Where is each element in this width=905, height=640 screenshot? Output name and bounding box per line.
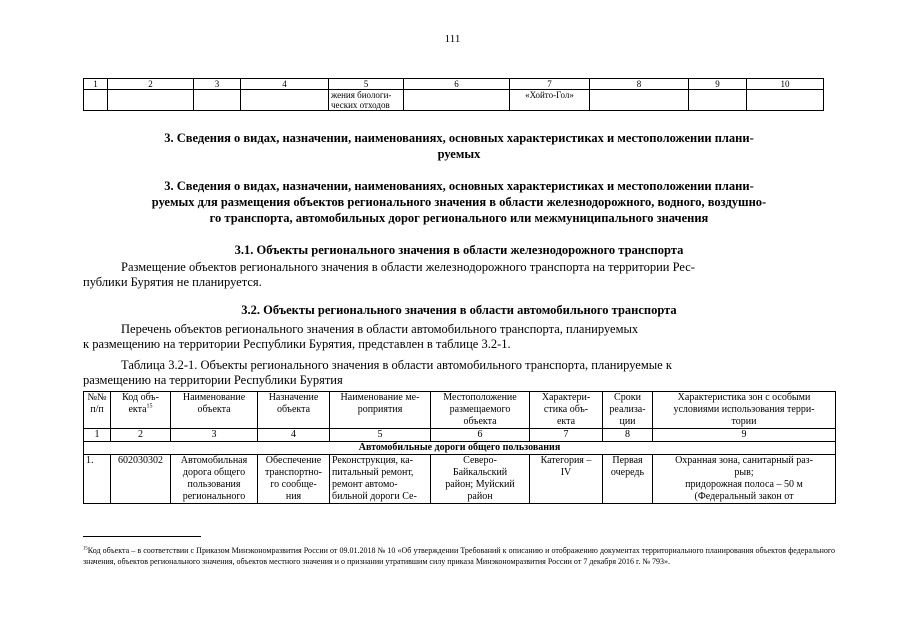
heading-first: 3. Сведения о видах, назначении, наименованиях, основных характеристиках и местоположении плани- руемых	[164, 131, 754, 161]
header-code	[111, 392, 171, 429]
continued-table-row	[84, 90, 824, 111]
table-header-row	[84, 392, 836, 429]
table-number-row	[84, 429, 836, 442]
column-number: 3	[171, 429, 258, 442]
section-3-2-title: 3.2. Объекты регионального значения в области автомобильного транспорта	[241, 303, 677, 317]
row-measure: Реконструкция, ка- питальный ремонт, ремонт автомо- бильной дороги Се-	[330, 455, 431, 504]
table-cell	[590, 90, 689, 111]
table-cell	[404, 90, 510, 111]
table-caption: Таблица 3.2-1. Объекты регионального значения в области автомобильного транспорта, планируемые к размещению на территории Республики Бурятия	[83, 358, 672, 387]
row-characteristic: Категория – IV	[530, 455, 603, 504]
row-code: 602030302	[111, 455, 171, 504]
header-location: Местоположение размещаемого объекта	[431, 392, 530, 429]
column-number: 9	[689, 79, 747, 90]
table-cell	[84, 90, 108, 111]
row-location: Северо- Байкальский район; Муйский район	[431, 455, 530, 504]
table-cell	[747, 90, 824, 111]
section-label: Автомобильные дороги общего пользования	[84, 442, 836, 455]
footnote-mark: 15	[83, 546, 88, 552]
header-measure: Наименование ме- роприятия	[330, 392, 431, 429]
column-number: 7	[530, 429, 603, 442]
column-number: 5	[329, 79, 404, 90]
column-number: 9	[653, 429, 836, 442]
row-number: 1.	[84, 455, 111, 504]
main-table	[83, 391, 836, 504]
column-number: 7	[510, 79, 590, 90]
continued-table-header-row	[84, 79, 824, 90]
header-characteristic: Характери- стика объ- екта	[530, 392, 603, 429]
footnote-mark: 15	[146, 403, 153, 410]
column-number: 10	[747, 79, 824, 90]
header-zones: Характеристика зон с особыми условиями использования терри- тории	[653, 392, 836, 429]
column-number: 4	[258, 429, 330, 442]
header-deadline: Сроки реализа- ции	[603, 392, 653, 429]
section-3-1-title: 3.1. Объекты регионального значения в области железнодорожного транспорта	[234, 243, 684, 257]
column-number: 1	[84, 79, 108, 90]
row-deadline: Первая очередь	[603, 455, 653, 504]
table-cell	[241, 90, 329, 111]
row-purpose: Обеспечение транспортно- го сообще- ния	[258, 455, 330, 504]
column-number: 8	[603, 429, 653, 442]
header-name: Наименование объекта	[171, 392, 258, 429]
footnote-text: Код объекта – в соответствии с Приказом Минэкономразвития России от 09.01.2018 № 10 «Об утверждении Требований к описанию и отображению документах территориального планирования объектов федерального значения, объектов регионального значения, объектов местного значения и о признании утратившим силу приказа Минэкономразвития России от 7 декабря 2016 г. № 793».	[83, 546, 835, 566]
column-number: 6	[431, 429, 530, 442]
page-number: 111	[444, 33, 461, 45]
column-number: 6	[404, 79, 510, 90]
row-zones: Охранная зона, санитарный раз- рыв; придорожная полоса – 50 м (Федеральный закон от	[653, 455, 836, 504]
row-name: Автомобильная дорога общего пользования регионального	[171, 455, 258, 504]
table-cell	[108, 90, 194, 111]
table-cell: «Хойто-Гол»	[510, 90, 590, 111]
column-number: 3	[194, 79, 241, 90]
header-number: №№ п/п	[84, 392, 111, 429]
table-cell: жения биологи- ческих отходов	[329, 90, 404, 111]
footnote	[83, 545, 835, 567]
footnote-divider	[83, 536, 201, 537]
heading-second: 3. Сведения о видах, назначении, наименованиях, основных характеристиках и местоположении плани- руемых для размещения объектов регионального значения в области железнодорожного, водного, воздушно- го транспорта, автомобильных дорог регионального или межмуниципального значения	[151, 179, 767, 225]
section-3-1-text: Размещение объектов регионального значения в области железнодорожного транспорта на территории Рес- публики Бурятия не планируется.	[83, 260, 695, 289]
section-3-2-text: Перечень объектов регионального значения в области автомобильного транспорта, планируемых к размещению на территории Республики Бурятия, представлен в таблице 3.2-1.	[83, 322, 639, 351]
column-number: 2	[111, 429, 171, 442]
column-number: 5	[330, 429, 431, 442]
header-purpose: Назначение объекта	[258, 392, 330, 429]
table-row	[84, 455, 836, 504]
column-number: 8	[590, 79, 689, 90]
column-number: 1	[84, 429, 111, 442]
table-section-row	[84, 442, 836, 455]
header-code-label: Код объ- екта	[122, 392, 159, 415]
continued-table	[83, 78, 824, 111]
table-cell	[194, 90, 241, 111]
column-number: 4	[241, 79, 329, 90]
column-number: 2	[108, 79, 194, 90]
table-cell	[689, 90, 747, 111]
